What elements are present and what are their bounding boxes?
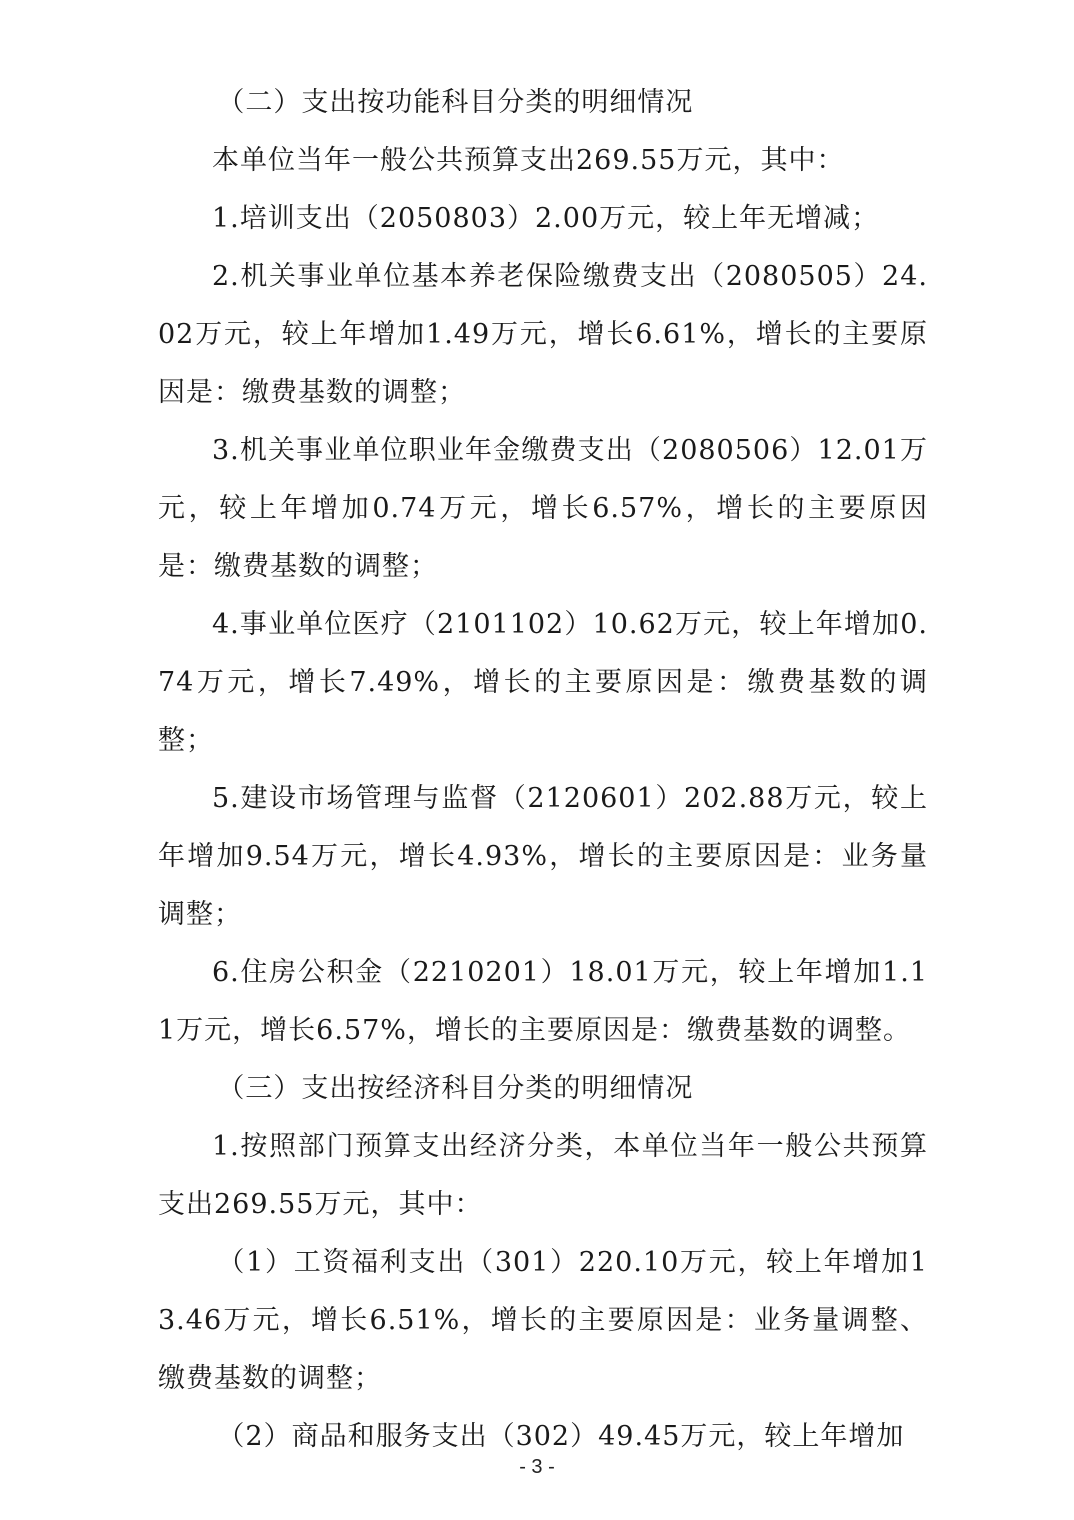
item-pension-insurance: 2.机关事业单位基本养老保险缴费支出（2080505）24.02万元，较上年增加1.49万元，增长6.61%，增长的主要原因是：缴费基数的调整； <box>158 261 928 408</box>
item-housing-fund: 6.住房公积金（2210201）18.01万元，较上年增加1.11万元，增长6.57%，增长的主要原因是：缴费基数的调整。 <box>158 957 928 1046</box>
item-training-expenditure: 1.培训支出（2050803）2.00万元，较上年无增减； <box>212 203 880 234</box>
item-market-supervision: 5.建设市场管理与监督（2120601）202.88万元，较上年增加9.54万元，增长4.93%，增长的主要原因是：业务量调整； <box>158 783 928 930</box>
section-heading-economic: （三）支出按经济科目分类的明细情况 <box>217 1073 694 1104</box>
section-heading-functional: （二）支出按功能科目分类的明细情况 <box>217 87 694 118</box>
page-number: - 3 - <box>519 1456 555 1478</box>
item-goods-services: （2）商品和服务支出（302）49.45万元，较上年增加 <box>217 1421 905 1452</box>
item-medical-care: 4.事业单位医疗（2101102）10.62万元，较上年增加0.74万元，增长7.49%，增长的主要原因是：缴费基数的调整； <box>158 609 928 756</box>
paragraph-total-expenditure: 本单位当年一般公共预算支出269.55万元，其中： <box>212 145 845 176</box>
item-salary-welfare: （1）工资福利支出（301）220.10万元，较上年增加13.46万元，增长6.51%，增长的主要原因是：业务量调整、缴费基数的调整； <box>158 1247 928 1394</box>
paragraph-economic-classification: 1.按照部门预算支出经济分类，本单位当年一般公共预算支出269.55万元，其中： <box>158 1131 928 1220</box>
item-occupational-annuity: 3.机关事业单位职业年金缴费支出（2080506）12.01万元，较上年增加0.74万元，增长6.57%，增长的主要原因是：缴费基数的调整； <box>158 435 928 582</box>
document-body <box>158 74 928 1466</box>
